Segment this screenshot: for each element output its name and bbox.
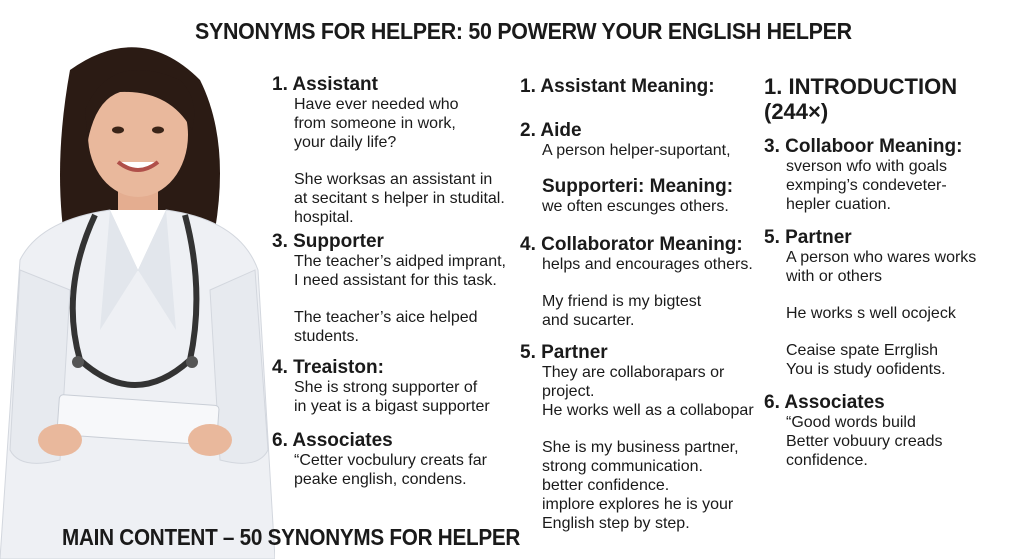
section-heading: 1. Assistant Meaning: bbox=[520, 76, 715, 97]
section-example: Ceaise spate Errglish You is study oofidents. bbox=[786, 342, 946, 378]
section-text: helps and encourages others. bbox=[542, 256, 753, 273]
section-example: She is my business partner, strong communication. better confidence. implore explores he is your English step by step. bbox=[542, 439, 739, 532]
section-example: My friend is my bigtest and sucarter. bbox=[542, 293, 702, 329]
section-partner bbox=[764, 227, 1014, 379]
section-text: “Good words build Better vobuury creads confidence. bbox=[786, 414, 943, 469]
section-text: They are collaborapars or project. He works well as a collabopar bbox=[542, 364, 754, 419]
section-heading: 1. Assistant bbox=[272, 74, 378, 95]
section-assistant-meaning bbox=[520, 76, 758, 97]
section-text: A person who wares works with or others bbox=[786, 249, 977, 285]
section-text: sverson wfo with goals exmping’s condeveter- hepler cuation. bbox=[786, 158, 947, 213]
section-collaboor-meaning bbox=[764, 136, 1014, 214]
section-text: The teacher’s aidped imprant, I need assistant for this task. bbox=[294, 253, 506, 289]
footer-heading: MAIN CONTENT – 50 SYNONYMS FOR HELPER bbox=[62, 524, 521, 550]
section-heading: 6. Associates bbox=[764, 392, 885, 413]
section-heading: 5. Partner bbox=[764, 227, 852, 248]
section-heading: 3. Collaboor Meaning: bbox=[764, 136, 963, 157]
section-heading: 3. Supporter bbox=[272, 231, 384, 252]
section-supporter-meaning bbox=[520, 176, 758, 216]
section-text: “Cetter vocbulury creats far peake english, condens. bbox=[294, 452, 487, 488]
section-heading: 6. Associates bbox=[272, 430, 393, 451]
section-associates bbox=[272, 430, 512, 489]
section-collaborator-meaning bbox=[520, 234, 758, 330]
section-heading: Supporteri: Meaning: bbox=[542, 176, 734, 197]
page-title: SYNONYMS FOR HELPER: 50 POWERW YOUR ENGLISH HELPER bbox=[195, 18, 852, 44]
section-treaiston bbox=[272, 357, 512, 416]
section-example: She worksas an assistant in at secitant s helper in studital. hospital. bbox=[294, 171, 505, 226]
section-example: The teacher’s aice helped students. bbox=[294, 309, 478, 345]
section-assistant bbox=[272, 74, 512, 227]
section-supporter bbox=[272, 231, 512, 346]
section-text: A person helper-suportant, bbox=[542, 142, 731, 159]
section-text: Have ever needed who from someone in work, your daily life? bbox=[294, 96, 459, 151]
section-text: we often escunges others. bbox=[542, 198, 729, 215]
section-example: He works s well ocojeck bbox=[786, 305, 956, 322]
section-introduction bbox=[764, 74, 1014, 124]
section-partner bbox=[520, 342, 758, 533]
doctor-photo bbox=[0, 30, 275, 559]
section-heading: 4. Treaiston: bbox=[272, 357, 384, 378]
section-heading: 2. Aide bbox=[520, 120, 582, 141]
section-associates bbox=[764, 392, 1014, 470]
section-heading: 5. Partner bbox=[520, 342, 608, 363]
section-text: She is strong supporter of in yeat is a bigast supporter bbox=[294, 379, 490, 415]
section-heading: 1. INTRODUCTION (244×) bbox=[764, 74, 958, 124]
section-heading: 4. Collaborator Meaning: bbox=[520, 234, 743, 255]
section-aide bbox=[520, 120, 758, 160]
